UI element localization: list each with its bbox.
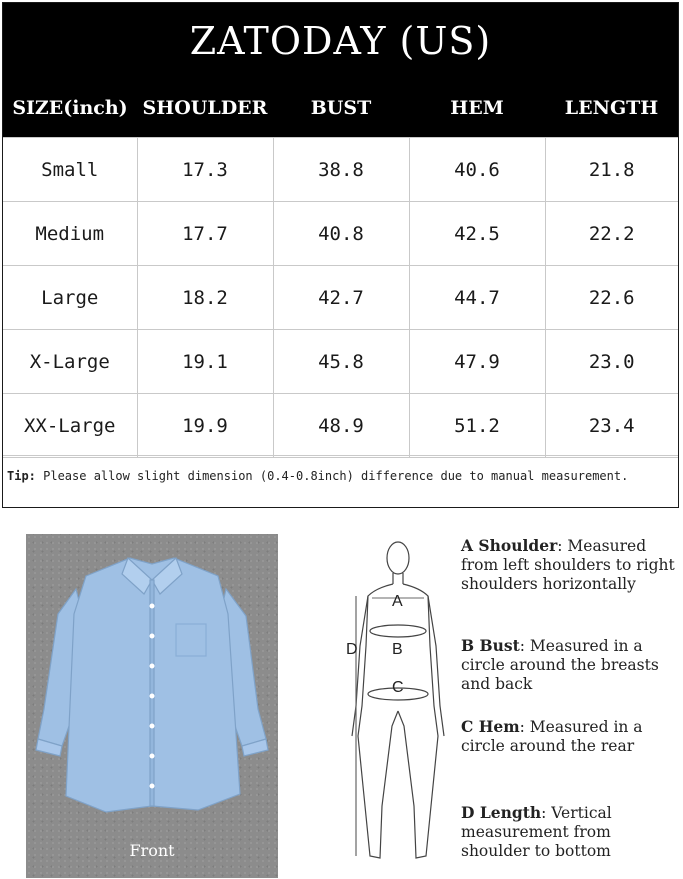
length-cell: 22.6 bbox=[545, 266, 678, 330]
hem-cell: 40.6 bbox=[409, 138, 545, 202]
shoulder-cell: 18.2 bbox=[137, 266, 273, 330]
bust-cell: 42.7 bbox=[273, 266, 409, 330]
bust-cell: 40.8 bbox=[273, 202, 409, 266]
photo-caption: Front bbox=[129, 841, 175, 860]
measurement-term: C Hem bbox=[461, 717, 520, 736]
header-bust: BUST bbox=[310, 97, 372, 119]
length-cell: 22.2 bbox=[545, 202, 678, 266]
size-cell: X-Large bbox=[3, 330, 137, 394]
shoulder-cell: 19.9 bbox=[137, 394, 273, 458]
hem-cell: 42.5 bbox=[409, 202, 545, 266]
measurement-desc: : Measured in a circle around the breasts and back bbox=[461, 637, 659, 693]
tip-note bbox=[3, 455, 678, 497]
size-cell: Small bbox=[3, 138, 137, 202]
header-shoulder: SHOULDER bbox=[142, 97, 268, 119]
product-photo bbox=[26, 534, 278, 878]
table-row bbox=[3, 266, 678, 330]
measurement-desc: : Measured in a circle around the rear bbox=[461, 718, 643, 755]
size-cell: XX-Large bbox=[3, 394, 137, 458]
chart-title: ZATODAY (US) bbox=[3, 3, 678, 79]
header-row bbox=[3, 79, 678, 137]
size-cell: Medium bbox=[3, 202, 137, 266]
shoulder-cell: 17.7 bbox=[137, 202, 273, 266]
bust-cell: 48.9 bbox=[273, 394, 409, 458]
body-outline-diagram bbox=[336, 536, 456, 868]
measurement-term: A Shoulder bbox=[461, 536, 558, 555]
body-figure bbox=[336, 536, 456, 868]
tip-text: Please allow slight dimension (0.4-0.8inch) difference due to manual measurement. bbox=[35, 469, 629, 483]
measurement-desc: : Measured from left shoulders to right shoulders horizontally bbox=[461, 537, 675, 593]
tip-label: Tip: bbox=[7, 469, 36, 483]
measurement-shoulder bbox=[461, 536, 676, 594]
shoulder-cell: 17.3 bbox=[137, 138, 273, 202]
hem-cell: 44.7 bbox=[409, 266, 545, 330]
length-cell: 23.0 bbox=[545, 330, 678, 394]
shirt-illustration bbox=[26, 534, 278, 878]
size-chart bbox=[2, 2, 679, 508]
shoulder-cell: 19.1 bbox=[137, 330, 273, 394]
bust-cell: 45.8 bbox=[273, 330, 409, 394]
header-size: SIZE(inch) bbox=[12, 97, 128, 119]
header-length: LENGTH bbox=[564, 97, 659, 119]
bust-cell: 38.8 bbox=[273, 138, 409, 202]
figure-label-a: A bbox=[392, 593, 403, 610]
table-row bbox=[3, 202, 678, 266]
size-cell: Large bbox=[3, 266, 137, 330]
measurement-length bbox=[461, 803, 676, 861]
table-row bbox=[3, 330, 678, 394]
measurement-hem bbox=[461, 717, 676, 756]
measurement-bust bbox=[461, 636, 676, 694]
hem-cell: 51.2 bbox=[409, 394, 545, 458]
size-table bbox=[3, 137, 678, 458]
table-row bbox=[3, 138, 678, 202]
measurement-desc: : Vertical measurement from shoulder to bottom bbox=[461, 804, 612, 860]
length-cell: 21.8 bbox=[545, 138, 678, 202]
figure-label-c: C bbox=[392, 679, 404, 696]
hem-cell: 47.9 bbox=[409, 330, 545, 394]
header-hem: HEM bbox=[450, 97, 504, 119]
measurement-term: B Bust bbox=[461, 636, 520, 655]
figure-label-b: B bbox=[392, 641, 403, 658]
measurement-term: D Length bbox=[461, 803, 542, 822]
length-cell: 23.4 bbox=[545, 394, 678, 458]
table-row bbox=[3, 394, 678, 458]
figure-label-d: D bbox=[346, 641, 358, 658]
